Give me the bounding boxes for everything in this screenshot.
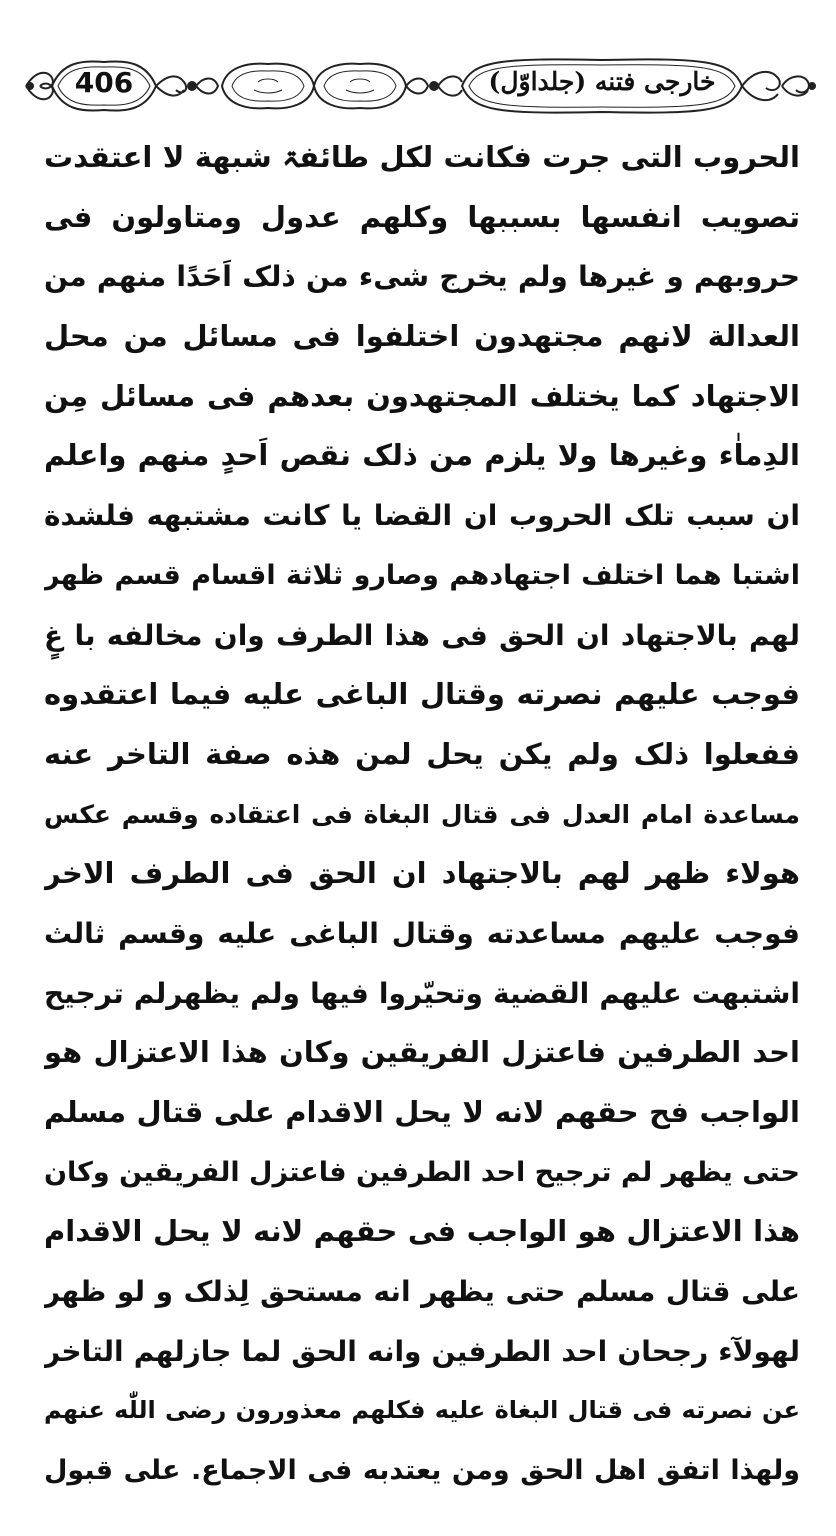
text-line: فوجب علیهم مساعدته وقتال الباغی علیه وقسم ثالث — [44, 916, 800, 950]
text-line: حتی یظهر لم ترجیح احد الطرفین فاعتزل الفریقین وکان — [44, 1156, 800, 1188]
connector-flourish-left — [156, 76, 218, 95]
text-line: تصویب انفسها بسببها وکلهم عدول ومتاولون فی — [44, 199, 800, 234]
text-line: الواجب فح حقهم لانه لا یحل الاقدام علی قتال مسلم — [44, 1095, 800, 1129]
text-line: لهم بالاجتهاد ان الحق فی هذا الطرف وان مخالفه با غٍ — [44, 618, 800, 652]
text-line: اشتبا هما اختلف اجتهادهم وصارو ثلاثة اقسام قسم ظهر — [44, 559, 800, 591]
body-text — [44, 128, 800, 1501]
connector-flourish-right — [406, 76, 462, 95]
center-medallions — [222, 64, 406, 109]
page-number: 406 — [74, 66, 134, 99]
text-line: هولاء ظهر لهم بالاجتهاد ان الحق فی الطرف الاخر — [44, 856, 800, 891]
text-line: مساعدة امام العدل فی قتال البغاة فی اعتقاده وقسم عکس — [44, 799, 800, 829]
right-flourish-icon — [742, 72, 815, 100]
page-header — [22, 48, 818, 124]
text-line: احد الطرفین فاعتزل الفریقین وکان هذا الاعتزال هو — [44, 1035, 800, 1070]
text-line: الحروب التی جرت فکانت لکل طائفۃ شبهة لا اعتقدت — [44, 140, 800, 174]
left-flourish-icon — [26, 73, 53, 100]
text-line: الدِماٰء وغیرها ولا یلزم من ذلک نقص اَحدٍ منهم واعلم — [44, 438, 800, 473]
text-line: الاجتهاد کما یختلف المجتهدون بعدهم فی مسائل مِن — [44, 378, 800, 413]
text-line: ولهذا اتفق اهل الحق ومن یعتدبه فی الاجماع. علی قبول — [44, 1455, 800, 1487]
text-line: لهولآء رجحان احد الطرفین وانه الحق لما جازلهم التاخر — [44, 1334, 800, 1368]
text-line: حروبهم و غیرها ولم یخرج شیء من ذلک اَحَدًا منهم من — [44, 260, 800, 294]
text-line: ان سبب تلک الحروب ان القضا یا کانت مشتبهه فلشدة — [44, 499, 800, 533]
text-line: ففعلوا ذلک ولم یکن یحل لمن هذه صفة التاخر عنه — [44, 736, 800, 771]
text-line: فوجب علیهم نصرته وقتال الباغی علیه فیما اعتقدوه — [44, 677, 800, 712]
text-line: عن نصرته فی قتال البغاة علیه فکلهم معذورون رضی اللّٰه عنهم — [44, 1396, 800, 1425]
text-line: اشتبهت علیهم القضیة وتحیّروا فیها ولم یظهرلم ترجیح — [44, 976, 800, 1010]
text-line: العدالة لانهم مجتهدون اختلفوا فی مسائل من محل — [44, 319, 800, 354]
text-line: علی قتال مسلم حتی یظهر انه مستحق لِذلک و لو ظهر — [44, 1275, 800, 1309]
text-line: هذا الاعتزال هو الواجب فی حقهم لانه لا یحل الاقدام — [44, 1214, 800, 1249]
running-title: خارجی فتنه (جلداوّل) — [488, 67, 716, 96]
